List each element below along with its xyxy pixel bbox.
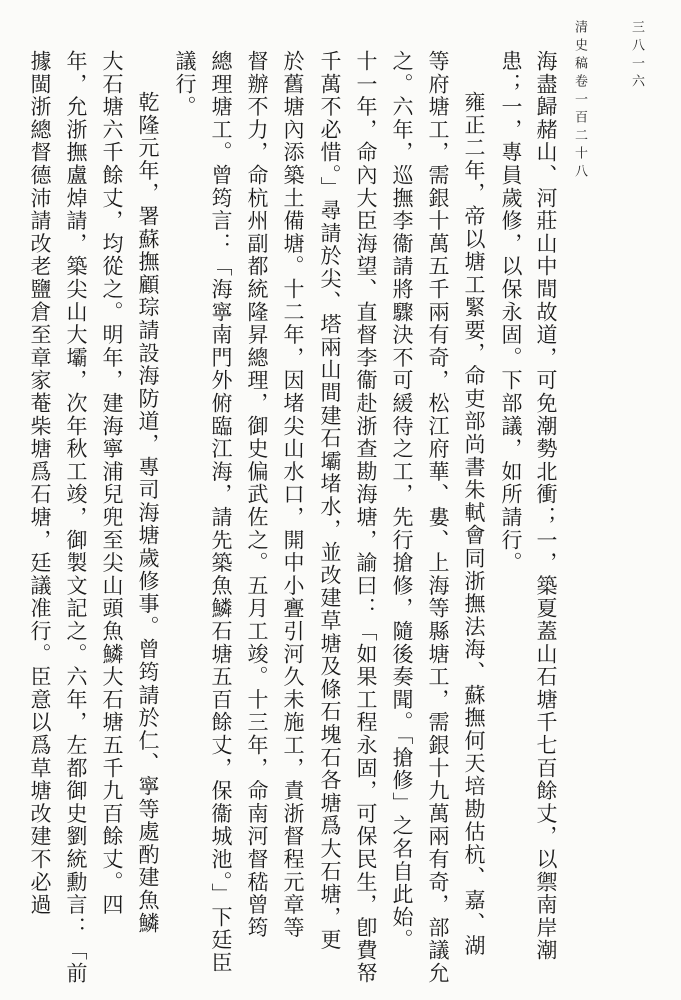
text-column: 總理塘工。曾筠言：「海寧南門外俯臨江海，請先築魚鱗石塘五百餘丈，保衞城池。」下廷臣 (209, 50, 233, 975)
text-column: 雍正二年，帝以塘工緊要，命吏部尚書朱軾會同浙撫法海、蘇撫何天培勘估杭、嘉、湖 (462, 91, 486, 958)
page-number: 三八一六 (629, 20, 644, 92)
text-column: 於舊塘內添築土備塘。十二年，因堵尖山水口，開中小亹引河久未施工，責浙督程元章等 (281, 50, 305, 940)
text-column: 議行。 (173, 50, 197, 119)
text-column: 督辦不力，命杭州副都統隆昇總理，御史偏武佐之。五月工竣。十三年，命南河督嵇曾筠 (245, 50, 269, 940)
text-column: 之。六年，巡撫李衞請將驟決不可緩待之工，先行搶修，隨後奏聞。「搶修」之名自此始。 (390, 50, 414, 952)
text-column: 等府塘工，需銀十萬五千兩有奇，松江府華、婁、上海等縣塘工，需銀十九萬兩有奇，部議允 (426, 50, 450, 985)
text-column: 十一年，命內大臣海望、直督李衞赴浙查勘海塘，諭曰：「如果工程永固，可保民生，卽費帑 (354, 50, 378, 985)
text-column: 據閩浙總督德沛請改老鹽倉至章家菴柴塘爲石塘，廷議准行。臣意以爲草塘改建不必過 (28, 50, 52, 917)
text-column: 乾隆元年，署蘇撫顧琮請設海防道，專司海塘歲修事。曾筠請於仁、寧等處酌建魚鱗 (136, 91, 160, 935)
text-column: 患；一，專員歲修，以保永固。下部議，如所請行。 (499, 50, 523, 575)
text-column: 千萬不必惜。」尋請於尖、塔兩山間建石壩堵水，並改建草塘及條石塊石各塘爲大石塘，更 (318, 50, 342, 952)
running-title: 清史稿卷一百二十八 (572, 20, 587, 182)
text-column: 年，允浙撫盧焯請，築尖山大壩，次年秋工竣，御製文記之。六年，左都御史劉統勳言：「前 (64, 50, 88, 985)
text-column: 大石塘六千餘丈，均從之。明年，建海寧浦兒兜至尖山頭魚鱗大石塘五千九百餘丈。四 (100, 50, 124, 917)
text-column: 海盡歸赭山、河莊山中間故道，可免潮勢北衝；一，築夏蓋山石塘千七百餘丈，以禦南岸潮 (534, 50, 558, 962)
